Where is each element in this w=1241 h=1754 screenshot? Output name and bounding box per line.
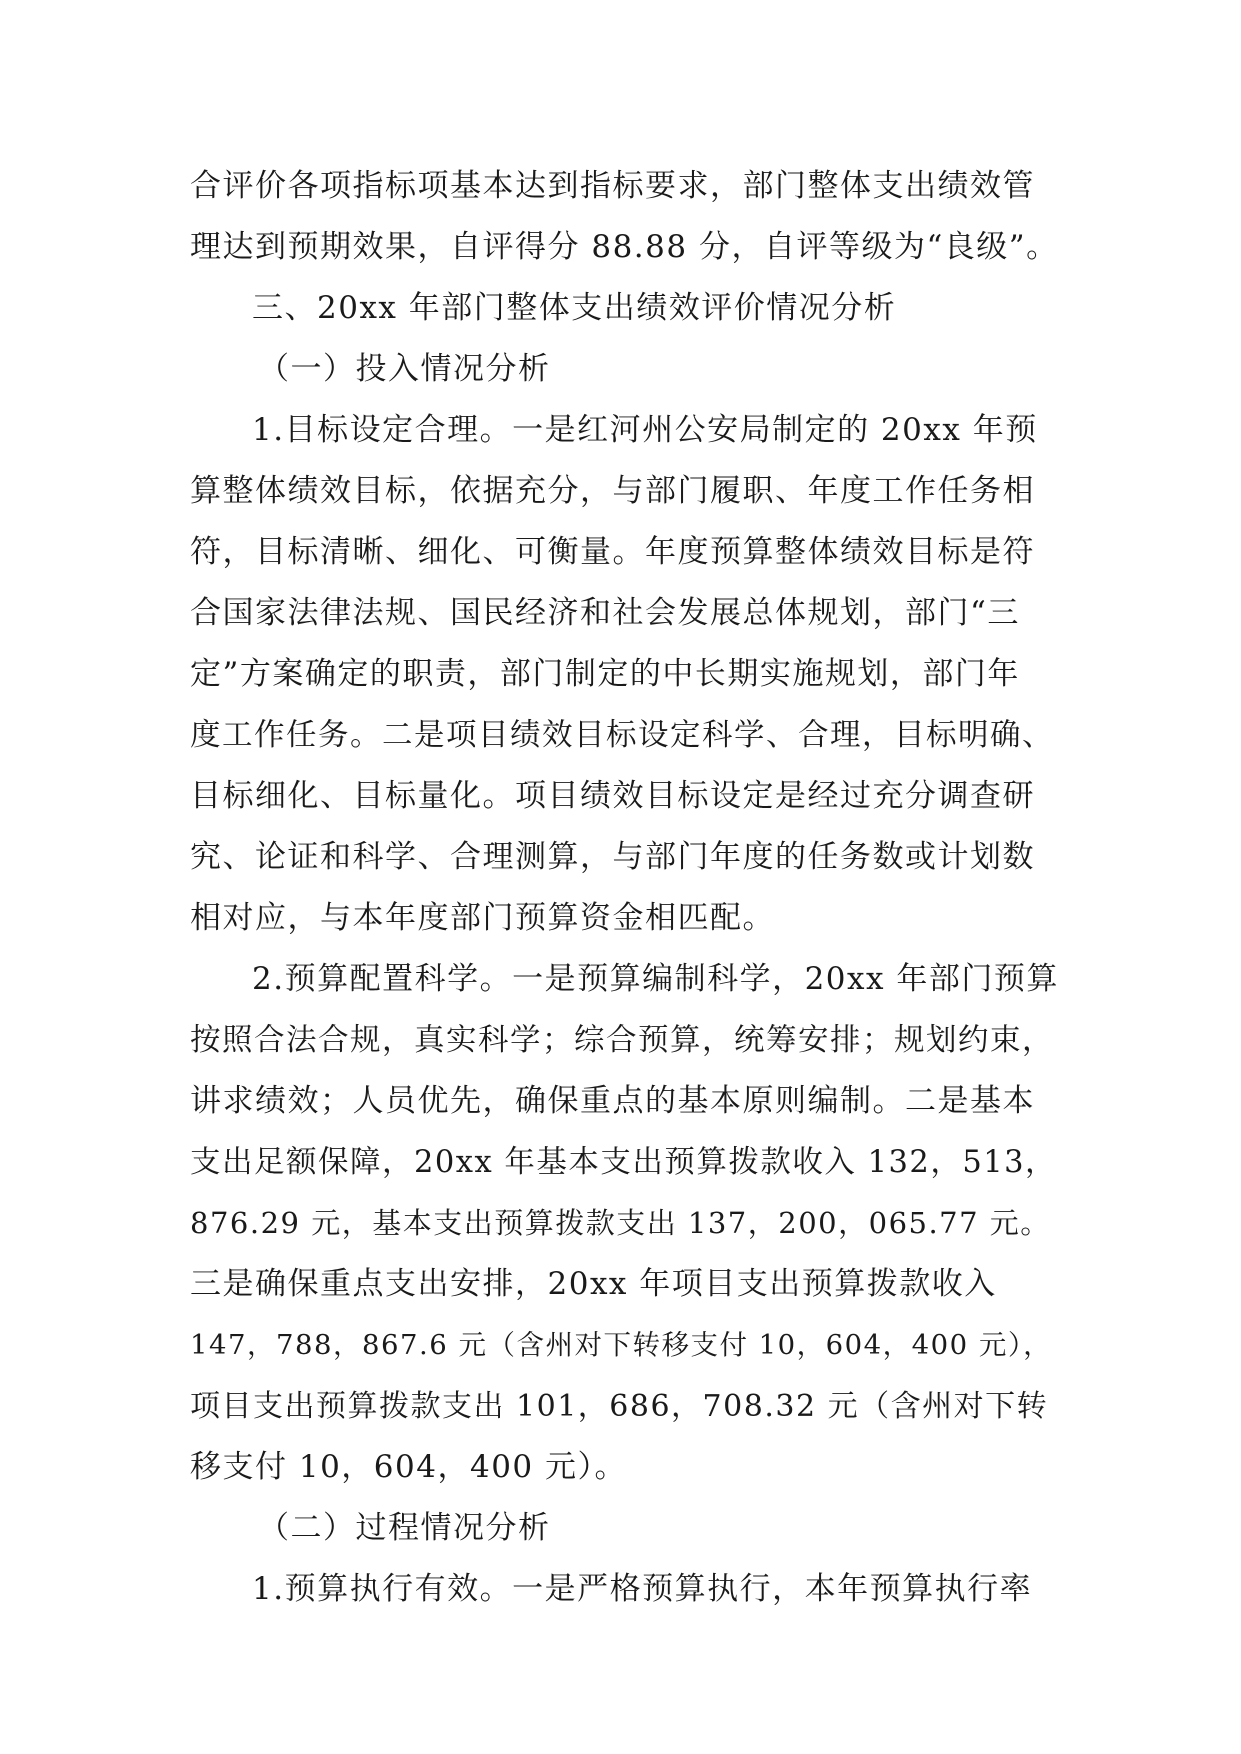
text-line: 147，788，867.6 元（含州对下转移支付 10，604，400 元）， bbox=[190, 1329, 1053, 1361]
text-line: 三是确保重点支出安排，20xx 年项目支出预算拨款收入 bbox=[190, 1266, 997, 1302]
text-line: 876.29 元，基本支出预算拨款支出 137，200，065.77 元。 bbox=[190, 1206, 1051, 1240]
subsection-heading: （二）过程情况分析 bbox=[258, 1510, 551, 1546]
text-line: 相对应，与本年度部门预算资金相匹配。 bbox=[190, 900, 775, 936]
text-line: 支出足额保障，20xx 年基本支出预算拨款收入 132，513， bbox=[190, 1145, 1058, 1180]
paragraph-start: 1.预算执行有效。一是严格预算执行，本年预算执行率 bbox=[252, 1571, 1033, 1607]
paragraph-start: 2.预算配置科学。一是预算编制科学，20xx 年部门预算 bbox=[252, 961, 1059, 997]
text-line: 理达到预期效果，自评得分 88.88 分，自评等级为“良级”。 bbox=[190, 229, 1059, 265]
section-heading: 三、20xx 年部门整体支出绩效评价情况分析 bbox=[252, 290, 897, 326]
text-line: 项目支出预算拨款支出 101，686，708.32 元（含州对下转 bbox=[190, 1389, 1049, 1424]
text-line: 符，目标清晰、细化、可衡量。年度预算整体绩效目标是符 bbox=[190, 534, 1035, 570]
text-line: 移支付 10，604，400 元）。 bbox=[190, 1449, 627, 1485]
document-body bbox=[190, 156, 1060, 1620]
text-line: 究、论证和科学、合理测算，与部门年度的任务数或计划数 bbox=[190, 839, 1035, 875]
text-line: 度工作任务。二是项目绩效目标设定科学、合理，目标明确、 bbox=[190, 718, 1054, 753]
text-line: 目标细化、目标量化。项目绩效目标设定是经过充分调查研 bbox=[190, 778, 1035, 814]
text-line: 按照合法合规，真实科学；综合预算，统筹安排；规划约束， bbox=[190, 1023, 1054, 1058]
text-line: 算整体绩效目标，依据充分，与部门履职、年度工作任务相 bbox=[190, 473, 1035, 509]
text-line: 定”方案确定的职责，部门制定的中长期实施规划，部门年 bbox=[190, 656, 1020, 692]
text-line: 合国家法律法规、国民经济和社会发展总体规划，部门“三 bbox=[190, 595, 1020, 631]
text-line: 合评价各项指标项基本达到指标要求，部门整体支出绩效管 bbox=[190, 168, 1035, 204]
subsection-heading: （一）投入情况分析 bbox=[258, 351, 551, 387]
text-line: 讲求绩效；人员优先，确保重点的基本原则编制。二是基本 bbox=[190, 1083, 1035, 1119]
paragraph-start: 1.目标设定合理。一是红河州公安局制定的 20xx 年预 bbox=[252, 412, 1038, 448]
